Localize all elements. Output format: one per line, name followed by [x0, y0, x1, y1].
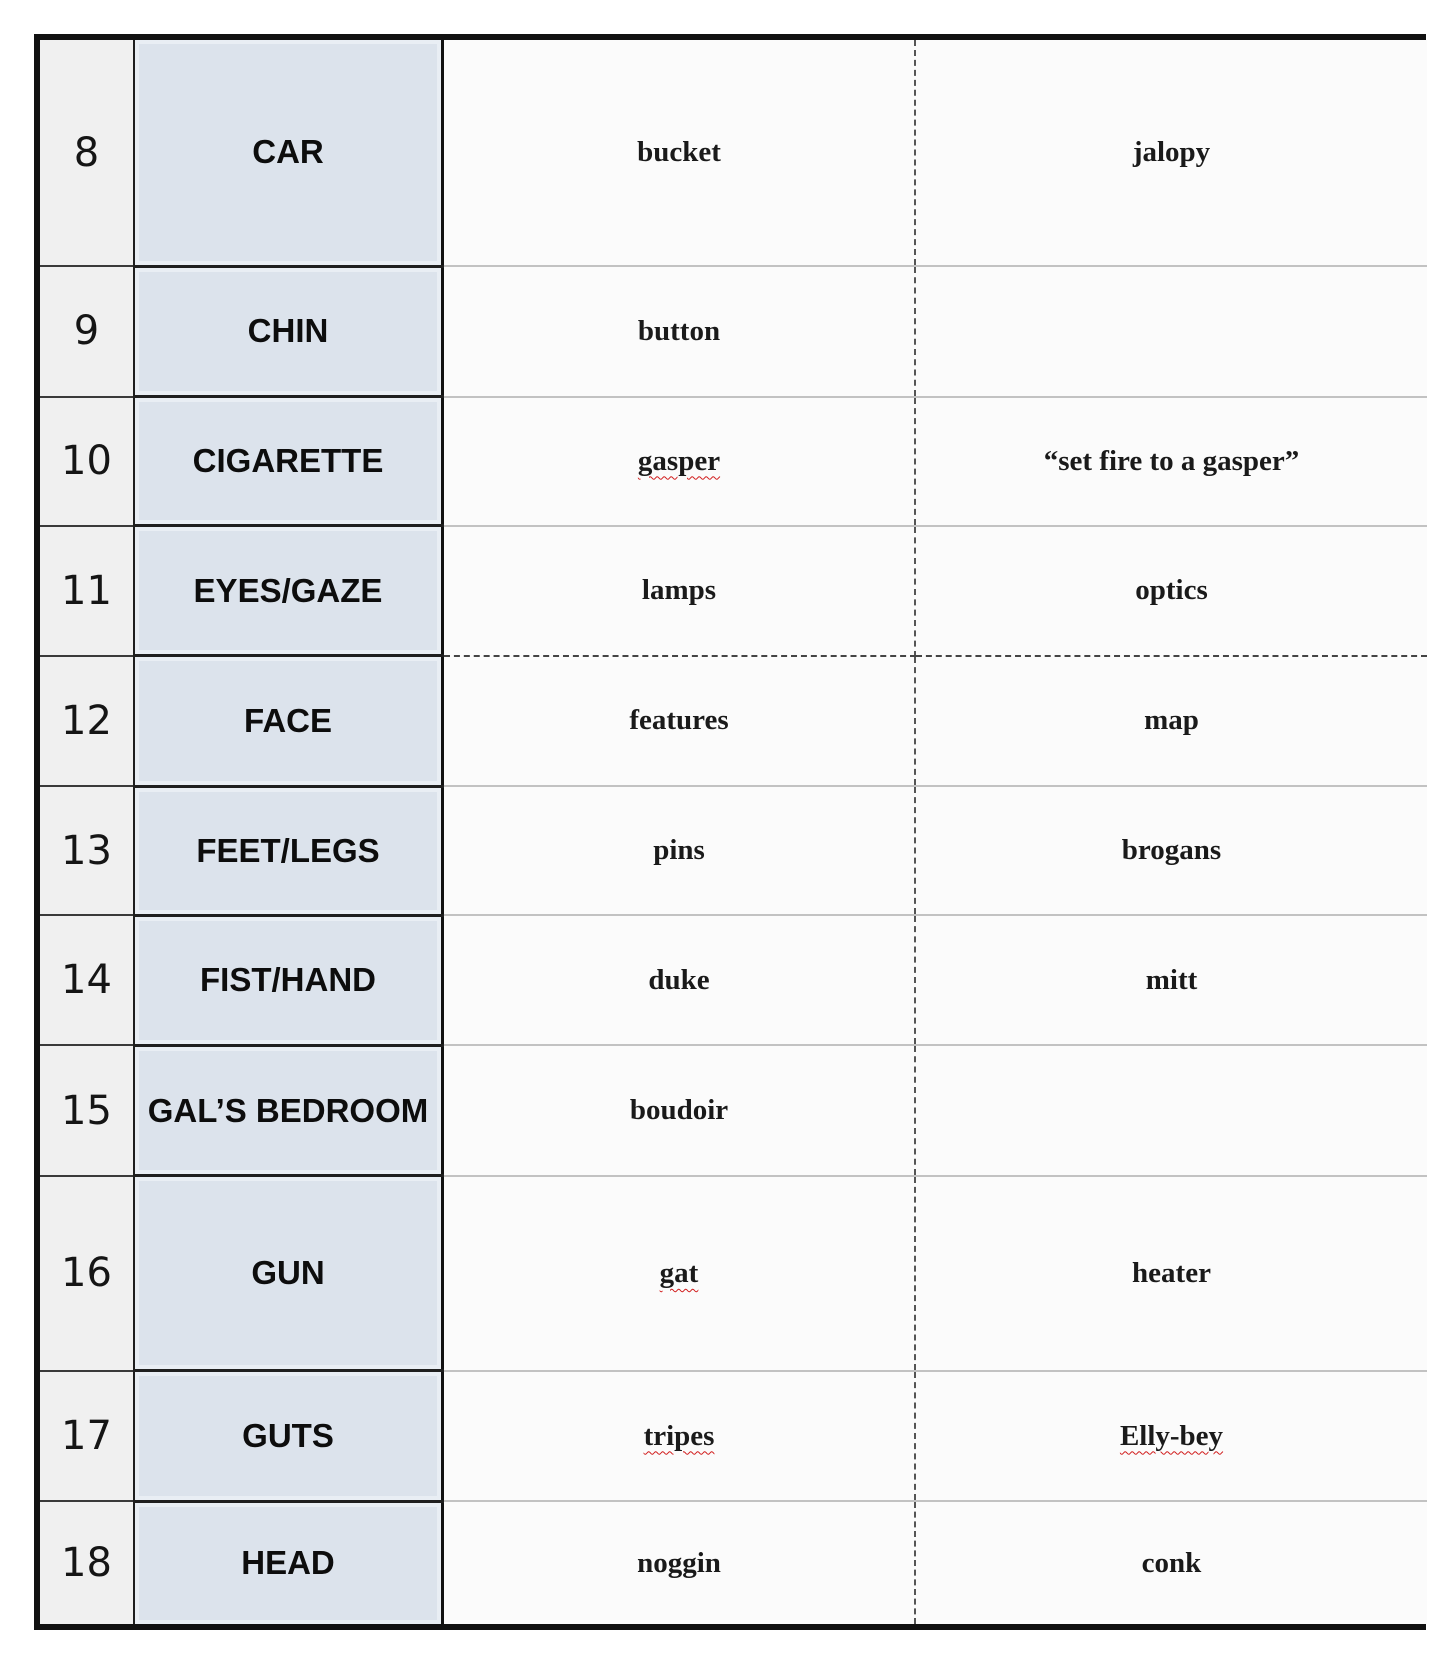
category-cell: FIST/HAND [134, 915, 443, 1045]
slang-term-1: lamps [443, 526, 916, 656]
slang-term-2 [915, 266, 1427, 396]
row-number: 10 [40, 397, 134, 526]
row-number: 11 [40, 526, 134, 656]
slang-term-2: mitt [915, 915, 1427, 1045]
category-cell: CHIN [134, 266, 443, 396]
category-cell: EYES/GAZE [134, 526, 443, 656]
category-cell: GAL’S BEDROOM [134, 1045, 443, 1175]
slang-term-1: features [443, 656, 916, 786]
category-cell: GUTS [134, 1371, 443, 1501]
category-cell: GUN [134, 1176, 443, 1371]
table-row [40, 1371, 1427, 1501]
table-row [40, 786, 1427, 915]
row-number: 17 [40, 1371, 134, 1501]
row-number: 18 [40, 1501, 134, 1624]
row-number: 8 [40, 40, 134, 266]
slang-term-1: gat [443, 1176, 916, 1371]
slang-term-2: Elly-bey [915, 1371, 1427, 1501]
category-cell: CAR [134, 40, 443, 266]
row-number: 13 [40, 786, 134, 915]
slang-term-2: “set fire to a gasper” [915, 397, 1427, 526]
category-cell: FACE [134, 656, 443, 786]
slang-term-2: optics [915, 526, 1427, 656]
slang-term-2 [915, 1045, 1427, 1175]
row-number: 9 [40, 266, 134, 396]
slang-term-1: tripes [443, 1371, 916, 1501]
table-row [40, 1501, 1427, 1624]
table-row [40, 266, 1427, 396]
table-row [40, 40, 1427, 266]
slang-term-1: bucket [443, 40, 916, 266]
table-row [40, 1045, 1427, 1175]
row-number: 16 [40, 1176, 134, 1371]
slang-term-2: brogans [915, 786, 1427, 915]
table-row [40, 656, 1427, 786]
table-row [40, 1176, 1427, 1371]
category-cell: HEAD [134, 1501, 443, 1624]
row-number: 14 [40, 915, 134, 1045]
slang-table-frame [34, 34, 1426, 1630]
table-row [40, 526, 1427, 656]
slang-term-2: heater [915, 1176, 1427, 1371]
table-row [40, 397, 1427, 526]
slang-term-2: map [915, 656, 1427, 786]
slang-term-1: boudoir [443, 1045, 916, 1175]
slang-term-2: conk [915, 1501, 1427, 1624]
slang-term-1: pins [443, 786, 916, 915]
slang-term-2: jalopy [915, 40, 1427, 266]
slang-table [40, 40, 1427, 1624]
slang-term-1: gasper [443, 397, 916, 526]
slang-term-1: noggin [443, 1501, 916, 1624]
row-number: 12 [40, 656, 134, 786]
row-number: 15 [40, 1045, 134, 1175]
slang-term-1: duke [443, 915, 916, 1045]
slang-term-1: button [443, 266, 916, 396]
table-row [40, 915, 1427, 1045]
category-cell: FEET/LEGS [134, 786, 443, 915]
category-cell: CIGARETTE [134, 397, 443, 526]
